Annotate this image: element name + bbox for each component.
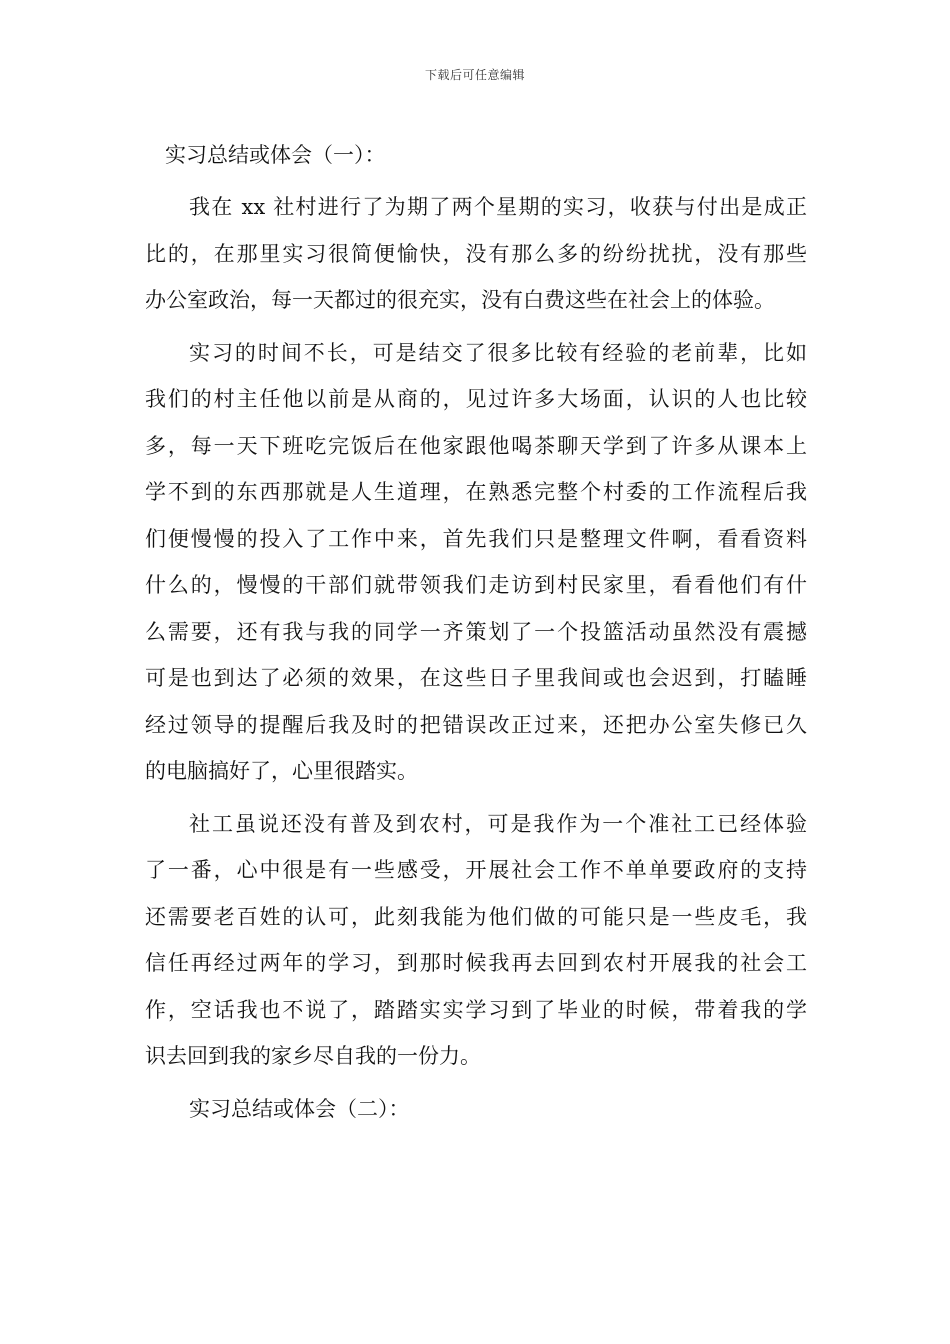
document-body <box>145 132 807 1132</box>
paragraph-line: 什么的，慢慢的干部们就带领我们走访到村民家里，看看他们有什 <box>145 573 807 597</box>
paragraph-1 <box>145 184 807 324</box>
paragraph-line: 多，每一天下班吃完饭后在他家跟他喝茶聊天学到了许多从课本上 <box>145 433 807 458</box>
paragraph-line: 还需要老百姓的认可，此刻我能为他们做的可能只是一些皮毛，我 <box>145 904 807 929</box>
paragraph-line: 信任再经过两年的学习，到那时候我再去回到农村开展我的社会工 <box>145 951 807 975</box>
paragraph-2 <box>145 330 807 795</box>
paragraph-line: 可是也到达了必须的效果，在这些日子里我间或也会迟到，打瞌睡 <box>145 666 807 690</box>
paragraph-line: 作，空话我也不说了，踏踏实实学习到了毕业的时候，带着我的学 <box>145 997 807 1022</box>
section-heading-2: 实习总结或体会（二）： <box>189 1096 410 1121</box>
paragraph-line: 们便慢慢的投入了工作中来，首先我们只是整理文件啊，看看资料 <box>145 526 807 551</box>
page-header: 下载后可任意编辑 <box>424 68 525 82</box>
paragraph-line: 我们的村主任他以前是从商的，见过许多大场面，认识的人也比较 <box>145 387 807 411</box>
paragraph-3 <box>145 801 807 1080</box>
paragraph-line: 实习的时间不长，可是结交了很多比较有经验的老前辈，比如 <box>189 340 807 365</box>
paragraph-line: 么需要，还有我与我的同学一齐策划了一个投篮活动虽然没有震撼 <box>145 619 807 644</box>
paragraph-line: 学不到的东西那就是人生道理，在熟悉完整个村委的工作流程后我 <box>145 480 807 504</box>
section-heading-1: 实习总结或体会（一）： <box>165 143 386 167</box>
paragraph-line: 识去回到我的家乡尽自我的一份力。 <box>145 1044 481 1068</box>
paragraph-line: 社工虽说还没有普及到农村，可是我作为一个准社工已经体验 <box>189 811 807 836</box>
paragraph-line: 的电脑搞好了，心里很踏实。 <box>145 759 418 783</box>
paragraph-line: 经过领导的提醒后我及时的把错误改正过来，还把办公室失修已久 <box>145 712 807 737</box>
paragraph-line: 比的，在那里实习很简便愉快，没有那么多的纷纷扰扰，没有那些 <box>145 241 807 266</box>
paragraph-line: 了一番，心中很是有一些感受，开展社会工作不单单要政府的支持 <box>145 858 807 882</box>
paragraph-line: 办公室政治，每一天都过的很充实，没有白费这些在社会上的体验。 <box>145 288 775 312</box>
paragraph-line: 我在 xx 社村进行了为期了两个星期的实习，收获与付出是成正 <box>189 195 807 219</box>
